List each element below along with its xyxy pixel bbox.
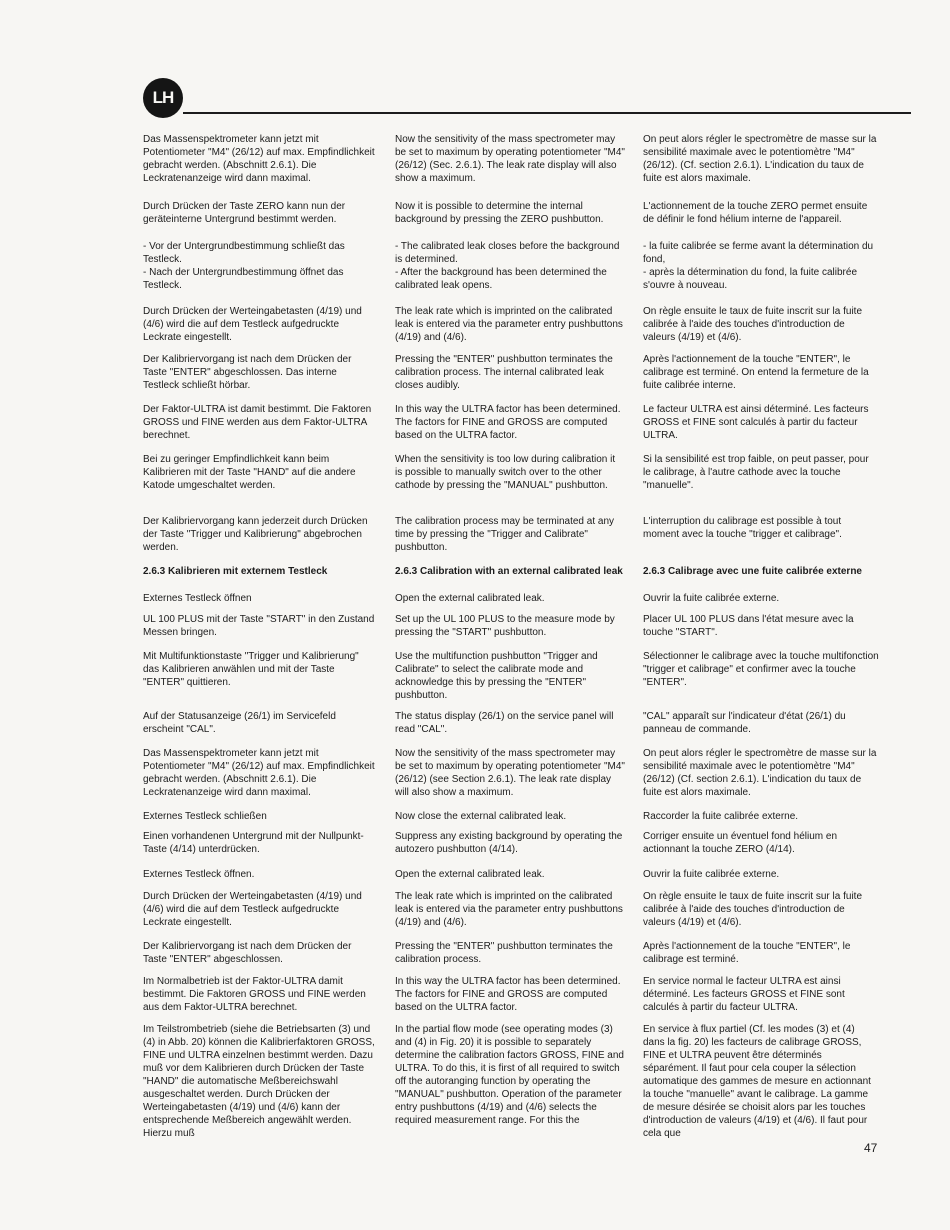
english-paragraph: Open the external calibrated leak. [395,593,545,604]
french-paragraph: Sélectionner le calibrage avec la touche multifonction "trigger et calibrage" et confirmer avec la touche "ENTER". [643,651,879,688]
french-paragraph: Ouvrir la fuite calibrée externe. [643,869,780,880]
french-paragraph: - la fuite calibrée se ferme avant la détermination du fond, - après la détermination du fond, la fuite calibrée s'ouvre à nouveau. [643,241,874,291]
english-paragraph: In this way the ULTRA factor has been determined. The factors for FINE and GROSS are computed based on the ULTRA factor. [395,976,621,1013]
german-paragraph: Im Teilstrombetrieb (siehe die Betriebsarten (3) und (4) in Abb. 20) können die Kalibrierfaktoren GROSS, FINE und ULTRA einzelnen bestimmt werden. Dazu muß vor dem Kalibrieren durch Drücken der Taste "HAND" die automatische Meßbereichswahl ausgeschaltet werden. Durch Drücken der Werteingabetasten (4/19) und (4/6) kann der entsprechende Meßbereich angewählt werden. Hierzu muß [143,1024,375,1139]
french-paragraph: "CAL" apparaît sur l'indicateur d'état (26/1) du panneau de commande. [643,711,846,735]
french-paragraph: On peut alors régler le spectromètre de masse sur la sensibilité maximale avec le potentiomètre "M4" (26/12) (Cf. section 2.6.1). L'indication du taux de fuite est alors maximale. [643,748,877,798]
german-paragraph: - Vor der Untergrundbestimmung schließt das Testleck. - Nach der Untergrundbestimmung öffnet das Testleck. [143,241,345,291]
german-paragraph: Einen vorhandenen Untergrund mit der Nullpunkt-Taste (4/14) unterdrücken. [143,831,364,855]
english-paragraph: Now it is possible to determine the internal background by pressing the ZERO pushbutton. [395,201,604,225]
french-paragraph: Si la sensibilité est trop faible, on peut passer, pour le calibrage, à l'autre cathode avec la touche "manuelle". [643,454,869,491]
french-paragraph: Après l'actionnement de la touche "ENTER", le calibrage est terminé. [643,941,851,965]
french-paragraph: Ouvrir la fuite calibrée externe. [643,593,780,604]
logo-text: LH [152,88,174,107]
english-paragraph: Now the sensitivity of the mass spectrometer may be set to maximum by operating potentiometer "M4" (26/12) (see Section 2.6.1). The leak rate display will also show a maximum. [395,748,625,798]
french-paragraph: L'interruption du calibrage est possible à tout moment avec la touche "trigger et calibrage". [643,516,842,540]
french-paragraph: Après l'actionnement de la touche "ENTER", le calibrage est terminé. On entend la fermeture de la fuite calibrée interne. [643,354,869,391]
english-paragraph: The leak rate which is imprinted on the calibrated leak is entered via the parameter entry pushbuttons (4/19) and (4/6). [395,306,623,343]
english-paragraph: In this way the ULTRA factor has been determined. The factors for FINE and GROSS are computed based on the ULTRA factor. [395,404,621,441]
french-paragraph: En service normal le facteur ULTRA est ainsi déterminé. Les facteurs GROSS et FINE sont calculés à partir du facteur ULTRA. [643,976,845,1013]
page-number: 47 [864,1141,878,1155]
french-paragraph: On règle ensuite le taux de fuite inscrit sur la fuite calibrée à l'aide des touches d'introduction de valeurs (4/19) et (4/6). [643,891,863,928]
french-paragraph: On règle ensuite le taux de fuite inscrit sur la fuite calibrée à l'aide des touches d'introduction de valeurs (4/19) et (4/6). [643,306,863,343]
english-paragraph: Now close the external calibrated leak. [395,811,567,822]
header-rule [183,112,911,114]
french-paragraph: L'actionnement de la touche ZERO permet ensuite de définir le fond hélium interne de l'appareil. [643,201,868,225]
german-paragraph: Auf der Statusanzeige (26/1) im Servicefeld erscheint "CAL". [143,711,336,735]
english-paragraph: When the sensitivity is too low during calibration it is possible to manually switch over to the other cathode by pressing the "MANUAL" pushbutton. [395,454,616,491]
german-paragraph: Durch Drücken der Taste ZERO kann nun der geräteinterne Untergrund bestimmt werden. [143,201,346,225]
english-paragraph: The leak rate which is imprinted on the calibrated leak is entered via the parameter entry pushbuttons (4/19) and (4/6). [395,891,623,928]
german-paragraph: Bei zu geringer Empfindlichkeit kann beim Kalibrieren mit der Taste "HAND" auf die andere Katode umgeschaltet werden. [143,454,356,491]
german-paragraph: Externes Testleck öffnen. [143,869,255,880]
german-paragraph: Der Kalibriervorgang ist nach dem Drücken der Taste "ENTER" abgeschlossen. [143,941,352,965]
english-paragraph: Pressing the "ENTER" pushbutton terminates the calibration process. [395,941,613,965]
german-section-heading: 2.6.3 Kalibrieren mit externem Testleck [143,566,328,577]
english-paragraph: The status display (26/1) on the service panel will read "CAL". [395,711,614,735]
german-paragraph: Der Kalibriervorgang ist nach dem Drücken der Taste "ENTER" abgeschlossen. Das interne Testleck schließt hörbar. [143,354,352,391]
german-paragraph: Das Massenspektrometer kann jetzt mit Potentiometer "M4" (26/12) auf max. Empfindlichkeit gebracht werden. (Abschnitt 2.6.1). Die Leckratenanzeige wird dann maximal. [143,134,375,184]
german-paragraph: Externes Testleck öffnen [143,593,252,604]
german-paragraph: Der Faktor-ULTRA ist damit bestimmt. Die Faktoren GROSS und FINE werden aus dem Faktor-ULTRA berechnet. [143,404,372,441]
english-paragraph: Now the sensitivity of the mass spectrometer may be set to maximum by operating potentiometer "M4" (26/12) (Sec. 2.6.1). The leak rate display will also show a maximum. [395,134,625,184]
german-paragraph: Mit Multifunktionstaste "Trigger und Kalibrierung" das Kalibrieren anwählen und mit der Taste "ENTER" quittieren. [143,651,359,688]
german-paragraph: Im Normalbetrieb ist der Faktor-ULTRA damit bestimmt. Die Faktoren GROSS und FINE werden aus dem Faktor-ULTRA berechnet. [143,976,366,1013]
english-paragraph: In the partial flow mode (see operating modes (3) and (4) in Fig. 20) it is possible to separately determine the calibration factors GROSS, FINE and ULTRA. To do this, it is first of all required to switch off the autoranging function by operating the "MANUAL" pushbutton. Operation of the parameter entry pushbuttons (4/19) and (4/6) selects the required measurement range. For this the [395,1024,624,1126]
english-paragraph: - The calibrated leak closes before the background is determined. - After the background has been determined the calibrated leak opens. [395,241,620,291]
french-paragraph: En service à flux partiel (Cf. les modes (3) et (4) dans la fig. 20) les facteurs de calibrage GROSS, FINE et ULTRA peuvent être déterminés séparément. Il faut pour cela couper la sélection automatique des gammes de mesure en actionnant la touche "manuelle" avant le calibrage. La gamme de mesure désirée se choisit alors par les touches d'introduction de valeurs (4/19) et (4/6). Il faut pour cela que [643,1024,871,1139]
german-paragraph: Durch Drücken der Werteingabetasten (4/19) und (4/6) wird die auf dem Testleck aufgedruckte Leckrate eingestellt. [143,306,362,343]
french-paragraph: Le facteur ULTRA est ainsi déterminé. Les facteurs GROSS et FINE sont calculés à partir du facteur ULTRA. [643,404,869,441]
german-paragraph: Der Kalibriervorgang kann jederzeit durch Drücken der Taste "Trigger und Kalibrierung" abgebrochen werden. [143,516,368,553]
german-paragraph: Das Massenspektrometer kann jetzt mit Potentiometer "M4" (26/12) auf max. Empfindlichkeit gebracht werden. (Abschnitt 2.6.1). Die Leckratenanzeige wird dann maximal. [143,748,375,798]
french-paragraph: Placer UL 100 PLUS dans l'état mesure avec la touche "START". [643,614,854,638]
german-paragraph: UL 100 PLUS mit der Taste "START" in den Zustand Messen bringen. [143,614,375,638]
english-section-heading: 2.6.3 Calibration with an external calibrated leak [395,566,623,577]
english-paragraph: Use the multifunction pushbutton "Trigger and Calibrate" to select the calibrate mode and acknowledge this by pressing the "ENTER" pushbutton. [395,651,598,701]
french-paragraph: Raccorder la fuite calibrée externe. [643,811,799,822]
english-paragraph: Pressing the "ENTER" pushbutton terminates the calibration process. The internal calibrated leak closes audibly. [395,354,613,391]
german-paragraph: Durch Drücken der Werteingabetasten (4/19) und (4/6) wird die auf dem Testleck aufgedruckte Leckrate eingestellt. [143,891,362,928]
english-paragraph: Set up the UL 100 PLUS to the measure mode by pressing the "START" pushbutton. [395,614,615,638]
english-paragraph: Open the external calibrated leak. [395,869,545,880]
french-paragraph: Corriger ensuite un éventuel fond hélium en actionnant la touche ZERO (4/14). [643,831,838,855]
french-paragraph: On peut alors régler le spectromètre de masse sur la sensibilité maximale avec le potentiomètre "M4" (26/12). (Cf. section 2.6.1). L'indication du taux de fuite est alors maximale. [643,134,877,184]
english-paragraph: The calibration process may be terminated at any time by pressing the "Trigger and Calibrate" pushbutton. [395,516,614,553]
company-logo [143,78,183,118]
english-paragraph: Suppress any existing background by operating the autozero pushbutton (4/14). [395,831,623,855]
french-section-heading: 2.6.3 Calibrage avec une fuite calibrée externe [643,566,862,577]
german-paragraph: Externes Testleck schließen [143,811,267,822]
